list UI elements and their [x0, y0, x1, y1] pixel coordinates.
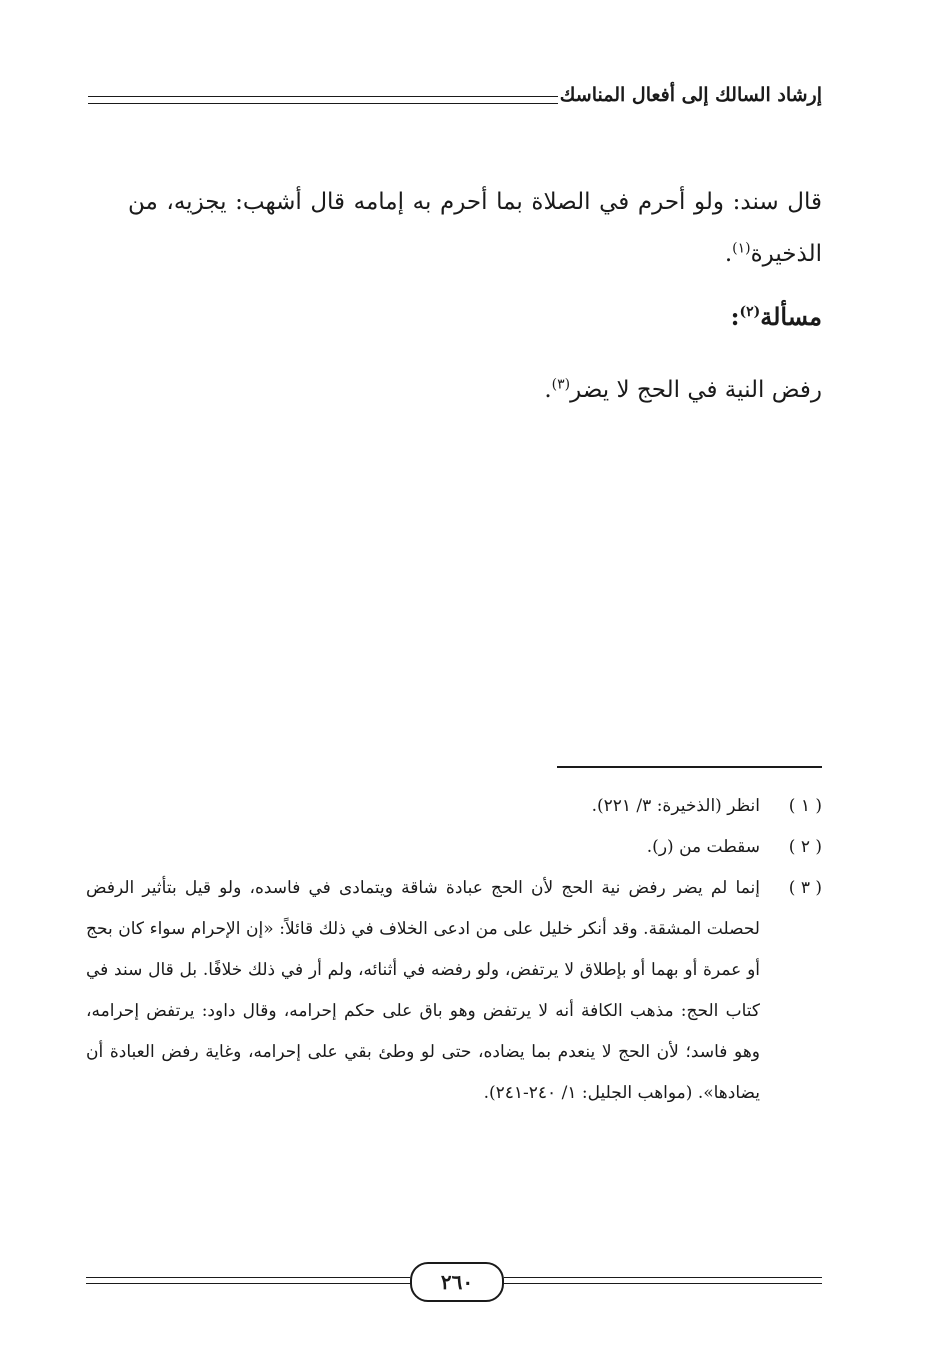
footnote-text: انظر (الذخيرة: ٣/ ٢٢١). — [591, 796, 760, 816]
footnote-ref-1[interactable]: (١) — [732, 240, 751, 257]
footnote-item — [86, 868, 822, 1114]
page-number-badge — [410, 1262, 504, 1302]
footnote-number: ( ٢ ) — [788, 837, 822, 857]
section-heading — [731, 302, 822, 331]
footer-rule-right — [504, 1277, 822, 1284]
footnote-separator — [557, 766, 822, 768]
footnote-number: ( ٣ ) — [788, 878, 822, 898]
footnote-text: سقطت من (ر). — [646, 837, 760, 857]
page-number: ٢٦٠ — [440, 1270, 474, 1294]
paragraph-2-text: رفض النية في الحج لا يضر — [570, 377, 822, 403]
footnote-text: إنما لم يضر رفض نية الحج لأن الحج عبادة شاقة ويتمادى في فاسده، ولو قيل بتأثير الرفض لحصلت المشقة. وقد أنكر خليل على من ادعى الخلاف في ذلك قائلاً: «إن الإحرام سواء كان بحج أو عمرة أو بهما أو بإطلاق لا يرتفض، ولو رفضه في أثنائه، ولم أر في ذلك خلافًا. بل قال سند في كتاب الحج: مذهب الكافة أنه لا يرتفض وهو باق على حكم إحرامه، وقال داود: يرتفض إحرامه، وهو فاسد؛ لأن الحج لا ينعدم بما يضاده، حتى لو وطئ بقي على إحرامه، وغاية رفض العبادة أن يضادها». (مواهب الجليل: ١/ ٢٤٠-٢٤١). — [86, 878, 760, 1103]
footer-rule-left — [86, 1277, 410, 1284]
paragraph-1-text: قال سند: ولو أحرم في الصلاة بما أحرم به إمامه قال أشهب: يجزيه، من الذخيرة — [128, 189, 822, 267]
paragraph-2 — [128, 364, 822, 416]
footnote-number: ( ١ ) — [788, 796, 822, 816]
footnote-ref-2[interactable]: (٢) — [739, 304, 761, 320]
footnote-ref-3[interactable]: (٣) — [551, 376, 571, 393]
paragraph-2-end: . — [544, 377, 552, 403]
footnote-item — [86, 827, 822, 868]
section-heading-end: : — [730, 302, 740, 331]
header-rule — [88, 96, 558, 104]
running-header-title: إرشاد السالك إلى أفعال المناسك — [559, 84, 822, 106]
footnotes — [86, 786, 822, 1114]
footnote-item — [86, 786, 822, 827]
paragraph-1 — [128, 176, 822, 280]
paragraph-1-end: . — [724, 241, 733, 267]
section-heading-text: مسألة — [760, 302, 822, 331]
